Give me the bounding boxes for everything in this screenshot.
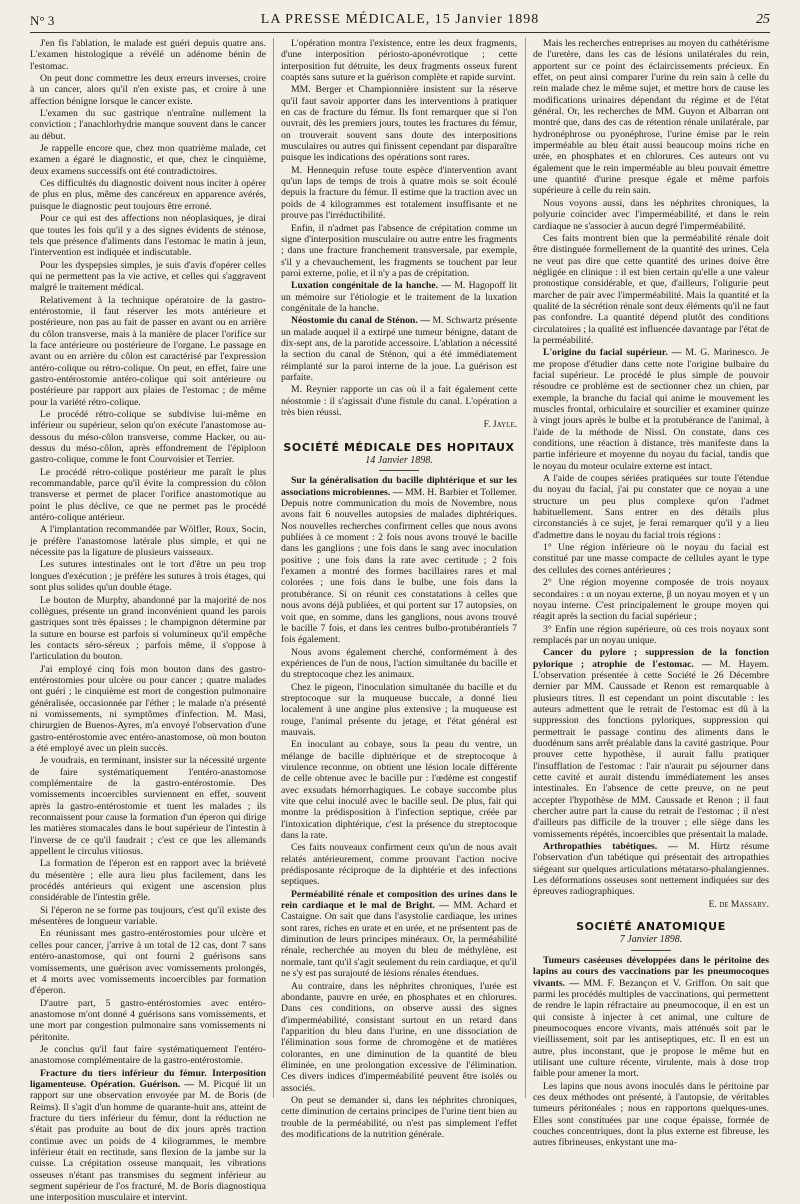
paragraph: Je rappelle encore que, chez mon quatrième malade, cet examen a égaré le diagnostic, et que, chez le cinquième, deux examens successifs ont été contradictoires. (30, 143, 266, 177)
section-heading (281, 442, 517, 472)
column-1-body (30, 38, 266, 1204)
section-date: 7 Janvier 1898. (619, 934, 683, 946)
column-3-body-a (533, 38, 769, 898)
column-1 (30, 38, 266, 1204)
paragraph: Mais les recherches entreprises au moyen du cathétérisme de l'uretère, dans les cas de lésions unilatérales du rein, apportent sur ce point des éclaircissements précieux. En effet, on peut ainsi comparer l'urine du rein sain à celle du rein malade chez le même sujet, et mettre hors de cause les modifications urinaires dépendant du régime et de l'état général. Or, les recherches de MM. Guyon et Albarran ont montré que, dans des cas de rétention rénale unilatérale, par hydronéphrose ou pyonéphrose, l'urine émise par le rein imperméable au bleu était aussi beaucoup moins riche en urée, en phosphates et en chlorures. Ces auteurs ont vu également que le rein imperméable au bleu pouvait émettre une quantité d'urine presque égale et même parfois supérieure à celle du rein sain. (533, 38, 769, 197)
signature: F. Jayle. (483, 420, 517, 431)
paragraph: On peut donc commettre les deux erreurs inverses, croire à un cancer, alors qu'il n'en existe pas, et croire à une affection bénigne lorsque le cancer existe. (30, 73, 266, 107)
paragraph: Nous avons également cherché, conformément à des expériences de l'un de nous, l'action simultanée du bacille et du streptocoque chez les animaux. (281, 646, 517, 681)
paragraph: L'origine du facial supérieur. — M. G. Marinesco. Je me propose d'étudier dans cette note l'origine bulbaire du facial supérieur. Le procédé le plus simple de pouvoir résoudre ce problème est de sectionner chez un chien, par exemple, la branche du facial qui anime le mouvement les muscles frontal, orbiculaire et sourcilier et examiner quinze à vingt jours après le bulbe et la protubérance de l'animal, à l'aide de la méthode de Nissl. On constate, dans ces conditions, une réaction à distance, très manifeste dans la partie inférieure et moyenne du noyau du facial, tandis que le noyau du moteur oculaire externe est intact. (533, 347, 769, 472)
paragraph: L'opération montra l'existence, entre les deux fragments, d'une interposition périosto-aponévrotique ; cette interposition fut détruite, les deux fragments osseux furent coaptés sans suture et la guérison complète et rapide survint. (281, 38, 517, 84)
paragraph: Luxation congénitale de la hanche. — M. Hagopoff lit un mémoire sur l'étiologie et le traitement de la luxation congénitale de la hanche. (281, 280, 517, 314)
paragraph: Je conclus qu'il faut faire systématiquement l'entéro-anastomose complémentaire de la gastro-entérostomie. (30, 1043, 266, 1067)
paragraph: Nous voyons aussi, dans les néphrites chroniques, la polyurie coïncider avec l'imperméabilité, et dans le rein cardiaque ne s'associer à aucun degré l'imperméabilité. (533, 197, 769, 232)
section-heading (533, 921, 769, 951)
paragraph: Au contraire, dans les néphrites chroniques, l'urée est abondante, pauvre en urée, en phosphates et en chlorures. Dans ces conditions, on observe aussi des signes d'imperméabilité, consistant surtout en un retard dans l'apparition du bleu dans l'urine, en une dissociation de l'élimination sous forme de chromogène et de matières colorantes, en une diminution de la quantité de bleu éliminée, en une prolongation excessive de l'élimination. Ces divers indices d'imperméabilité peuvent être isolés ou associés. (281, 980, 517, 1094)
issue-number: N° 3 (30, 13, 55, 28)
paragraph: Relativement à la technique opératoire de la gastro-entérostomie, il faut réserver les mots antérieure et postérieure, non pas au fait de passer en avant ou en arrière du côlon transverse, mais à la manière de placer l'orifice sur la face antérieure ou postérieure de l'organe. Le passage en avant ou en arrière du côlon est caractérisé par l'expression antéro-colique ou rétro-colique. On peut, en effet, faire une gastro-entérostomie antéro-colique qui soit antérieure ou postérieure par rapport aux plaies de l'estomac ; de même pour la variété rétro-colique. (30, 294, 266, 408)
paragraph: Ces faits nouveaux confirment ceux qu'un de nous avait relatés antérieurement, comme prouvant l'action nocive prédisposante réciproque de la diphtérie et des infections septiques. (281, 842, 517, 888)
paragraph: 3° Enfin une région supérieure, où ces trois noyaux sont remplacés par un noyau unique. (533, 623, 769, 646)
column-divider (525, 38, 526, 1098)
paragraph: Tumeurs caséeuses développées dans le péritoine des lapins au cours des vaccinations par les pneumocoques vivants. — MM. F. Bezançon et V. Griffon. On sait que parmi les procédés multiples de vaccinations, qui permettent de rendre le lapin réfractaire au pneumocoque, il en est un qui consiste à injecter à cet animal, une culture de pneumocoques encore vivants, mais atténués soit par le vieillissement, soit par les antiseptiques, etc. Il en est un autre, plus inconstant, que je propose le même but en utilisant une culture récente, virulente, mais à dose trop faible pour amener la mort. (533, 954, 770, 1080)
paragraph: Ces faits montrent bien que la perméabilité rénale doit être distinguée formellement de la quantité des urines. Cela ne veut pas dire que cette quantité des urines doive être négligée en clinique : il est bien certain qu'elle a une valeur pronostique considérable, et que, d'ailleurs, l'oligurie peut marcher de pair avec l'imperméabilité. Mais la quantité et la qualité de la sécrétion rénale sont deux éléments qu'il ne faut pas confondre. La quantité dépend plutôt des conditions circulatoires ; la qualité est influencée davantage par l'état de la perméabilité. (533, 232, 770, 346)
paragraph: En inoculant au cobaye, sous la peau du ventre, un mélange de bacille diphtérique et de streptocoque à virulence reconnue, on obtient une lésion locale différente de celle obtenue avec le bacille pur : l'œdème est congestif avec exsudats hémorrhagiques. Le cobaye succombe plus vite que celui inoculé avec le bacille seul. De plus, fait qui montre la prédisposition à l'infection septique, créée par l'intoxication diphtérique, c'est la présence du streptocoque dans la rate. (281, 739, 517, 842)
paragraph: A l'implantation recommandée par Wölfler, Roux, Socin, je préfère l'anastomose latérale plus simple, et qui ne nécessite pas la ligature de plusieurs vaisseaux. (30, 524, 266, 559)
paragraph: Pour ce qui est des affections non néoplasiques, je dirai que toutes les fois qu'il y a des signes évidents de sténose, tels que présence d'aliments dans l'estomac le matin à jeun, l'intervention est indiquée et indiscutable. (30, 213, 266, 259)
journal-title: LA PRESSE MÉDICALE, 15 Janvier 1898 (260, 12, 540, 27)
paragraph: L'examen du suc gastrique n'entraîne nullement la conviction ; l'anachlorhydrie manque souvent dans le cancer au début. (30, 108, 266, 142)
paragraph: 2° Une région moyenne composée de trois noyaux secondaires : α un noyau externe, β un noyau moyen et γ un noyau interne. C'est principalement le groupe moyen qui réagit après la section du facial supérieur ; (533, 577, 769, 623)
paragraph: Chez le pigeon, l'inoculation simultanée du bacille et du streptocoque sur la muqueuse buccale, a donné lieu localement à une angine plus extensive ; la muqueuse est rouge, l'animal présente du jetage, et l'état général est mauvais. (281, 681, 517, 738)
section-title: SOCIÉTÉ MÉDICALE DES HOPITAUX (283, 440, 515, 454)
section-title: SOCIÉTÉ ANATOMIQUE (576, 920, 726, 934)
column-3 (533, 38, 770, 1149)
paragraph: A l'aide de coupes sériées pratiquées sur toute l'étendue du noyau du facial, j'ai pu constater que ce noyau a une structure un peu plus complexe qu'on l'admet habituellement. Sans entrer en des détails plus circonstanciés à ce sujet, je ferai remarquer qu'il y a lieu d'admettre dans le noyau du facial trois régions : (533, 473, 769, 541)
paragraph: Cancer du pylore ; suppression de la fonction pylorique ; atrophie de l'estomac. — M. Hayem. L'observation présentée à cette Société le 26 Décembre dernier par MM. Caussade et Renon est remarquable à plusieurs titres. Il est cependant un point discutable : les auteurs admettent que le retrait de l'estomac est dû à la suppression des fonctions pyloriques, suppression qui permettrait le passage continu des aliments dans le duodénum sans arrêt préalable dans la cavité gastrique. Pour prouver cette hypothèse, il aurait fallu pratiquer l'insufflation de l'estomac : l'air n'aurait pu séjourner dans cette cavité et aurait distendu immédiatement les anses intestinales. En l'absence de cette preuve, on ne peut accepter l'hypothèse de MM. Caussade et Renon ; il faut chercher autre part la cause du retrait de l'estomac ; il n'est d'ailleurs pas difficile de la trouver ; elle siège dans les vomissements répétés, incoercibles que présentait la malade. (533, 647, 769, 840)
paragraph: J'ai employé cinq fois mon bouton dans des gastro-entérostomies pour ulcère ou pour cancer ; quatre malades ont guéri ; le cinquième est mort de congestion pulmonaire généralisée, occasionnée par l'éther ; le malade n'a présenté ni vomissements, ni symptômes d'infection. M. Masi, chirurgien de Buenos-Ayres, m'a envoyé l'observation d'une gastro-entérostomie avec entéro-anastomose, où mon bouton a été employé avec un plein succès. (30, 663, 266, 754)
paragraph: Les lapins que nous avons inoculés dans le péritoine par ces deux méthodes ont présenté, à l'autopsie, de véritables tumeurs péritonéales ; nous en rapportons quelques-unes. Elles sont constituées par une coque épaisse, formée de couches concentriques, dont la plus externe est fibreuse, les autres fibrineuses, enkystant une ma- (533, 1080, 769, 1149)
page-number: 25 (756, 12, 770, 27)
paragraph: Ces difficultés du diagnostic doivent nous inciter à opérer de plus en plus, même des cancéreux en apparence avérés, puisque le diagnostic peut toujours être erroné. (30, 178, 266, 212)
paragraph: Le procédé rétro-colique postérieur me paraît le plus recommandable, parce qu'il évite la compression du côlon transverse et permet de placer l'orifice anastomotique au point le plus déclive, ce que ne permet pas le procédé antéro-colique antérieur. (30, 466, 266, 524)
paragraph: Je voudrais, en terminant, insister sur la nécessité urgente de faire systématiquement l'entéro-anastomose complémentaire de la gastro-entérostomie. Des vomissements incoercibles surviennent en effet, souvent après la gastro-entérostomie et tuent les malades ; ils reconnaissent pour cause la formation d'un éperon qui dirige les matières stomacales dans le bout supérieur de l'intestin à l'inverse de ce qu'il faudrait ; c'est ce que les allemands appellent le circulus vitiosus. (30, 755, 266, 858)
paragraph: Fracture du tiers inférieur du fémur. Interposition ligamenteuse. Opération. Guérison. — M. Picqué lit un rapport sur une observation envoyée par M. de Boris (de Reims). Il s'agit d'un homme de quarante-huit ans, atteint de fracture du tiers inférieur du fémur, dont la réduction ne s'était pas produite au bout de dix jours après traction continue avec un poids de 4 kilogrammes, le membre inférieur était en rectitude, sans flexion de la jambe sur la cuisse. La crépitation osseuse manquait, les vibrations osseuses n'étant pas transmises du segment inférieur au segment supérieur de l'os fracturé, M. de Boris diagnostiqua une interposition musculaire et intervint. (30, 1067, 266, 1204)
paragraph: Sur la généralisation du bacille diphtérique et sur les associations microbiennes. — MM. H. Barbier et Tollemer. Depuis notre communication du mois de Novembre, nous avons fait 6 nouvelles autopsies de malades diphtériques. Nos nouvelles recherches confirment celles que nous avons publiées à ce moment : 2 fois nous avons trouvé le bacille dans les ganglions ; une fois dans le sang avec inoculation positive ; une fois dans la rate avec certitude ; 2 fois l'examen a montré des formes bacillaires rares et mal colorées ; une fois dans le bulbe, une fois dans la protubérance. Si on réunit ces constatations à celles que nous avons déjà publiées, et qui portent sur 17 autopsies, on voit que, en somme, dans les ganglions, nous avons trouvé le bacille 7 fois, et dans les centres bulbo-protubérantiels 7 fois également. (281, 475, 517, 646)
paragraph: Perméabilité rénale et composition des urines dans le rein cardiaque et le mal de Bright. — MM. Achard et Castaigne. On sait que dans l'asystolie cardiaque, les urines sont rares, riches en urate et en urée, et ne présentent pas de diminution de leurs principes minéraux. Or, la perméabilité rénale, recherchée au moyen du bleu de méthylène, est normale, tant qu'il s'agit seulement du rein cardiaque, et qu'il ne s'y est pas surajouté de lésions rénales étendues. (281, 888, 517, 980)
signature: E. de Massary. (708, 899, 769, 910)
paragraph: J'en fis l'ablation, le malade est guéri depuis quatre ans. L'examen histologique a révélé un adénome bénin de l'estomac. (30, 38, 266, 72)
section-rule (631, 950, 671, 951)
paragraph: M. Hennequin refuse toute espèce d'intervention avant qu'un laps de temps de trois à quatre mois se soit écoulé depuis la fracture du fémur. Il estime que la traction avec un poids de 4 kilogrammes est totalement insuffisante et ne prouve pas l'irréductibilité. (281, 164, 517, 222)
column-2 (281, 38, 517, 1140)
section-date: 14 Janvier 1898. (365, 455, 433, 467)
paragraph: MM. Berger et Championnière insistent sur la réserve qu'il faut savoir apporter dans les interventions à pratiquer en cas de fracture du fémur. Ils font remarquer que si l'on ouvrait, dès les premiers jours, toutes les fractures du fémur, on trouverait souvent sans doute des interpositions musculaires ou autres qui finissent cependant par disparaître puisque les indications des opérations sont rares. (281, 84, 517, 164)
paragraph: Néostomie du canal de Sténon. — M. Schwartz présente un malade auquel il a extirpé une tumeur bénigne, datant de dix-sept ans, de la parotide accessoire. L'ablation a nécessité la section du canal de Sténon, qui a été immédiatement réimplanté sur la paroi interne de la joue. La guérison est parfaite. (281, 315, 517, 383)
paragraph: On peut se demander si, dans les néphrites chroniques, cette diminution de certains principes de l'urine tient bien au trouble de la perméabilité, ou n'est pas simplement l'effet des modifications de la nutrition générale. (281, 1094, 517, 1140)
paragraph: Le bouton de Murphy, abandonné par la majorité de nos collègues, présente un grand inconvénient quand les parois gastriques sont très épaisses ; le champignon détermine par la suture en bourse est parfois si volumineux qu'il empêche les contacts séro-séreux ; parfois même, il s'oppose à l'articulation du bouton. (30, 594, 266, 663)
paragraph: 1° Une région inférieure où le noyau du facial est constitué par une masse compacte de cellules ayant le type des cellules des cornes antérieures ; (533, 542, 769, 576)
paragraph: D'autre part, 5 gastro-entérostomies avec entéro-anastomose m'ont donné 4 guérisons sans vomissements, et une mort par congestion pulmonaire sans vomissements ni péritonite. (30, 997, 266, 1043)
paragraph: En réunissant mes gastro-entérostomies pour ulcère et celles pour cancer, j'arrive à un total de 12 cas, dont 7 sans entéro-anastomose, qui ont fourni 2 guérisons sans vomissements, une guérison avec vomissements prolongés, et 4 morts avec vomissements incoercibles par formation d'éperon. (30, 928, 266, 997)
paragraph: Si l'éperon ne se forme pas toujours, c'est qu'il existe des mésentères de longueur variable. (30, 904, 266, 928)
column-divider (273, 38, 274, 1098)
column-2-body-a (281, 38, 517, 418)
column-2-body-b (281, 475, 517, 1140)
section-rule (379, 470, 419, 471)
paragraph: Pour les dyspepsies simples, je suis d'avis d'opérer celles qui ne permettent pas la vie active, et celles qui s'aggravent malgré le traitement médical. (30, 259, 266, 294)
paragraph: M. Reynier rapporte un cas où il a fait également cette néostomie : il s'agissait d'une fistule du canal. L'opération a très bien réussi. (281, 384, 517, 418)
paragraph: Enfin, il n'admet pas l'absence de crépitation comme un signe d'interposition musculaire ou autre entre les fragments ; dans une fracture franchement transversale, par exemple, s'il y a chevauchement, les fragments se touchent par leur paroi externe, polie, et il n'y a pas de crépitation. (281, 222, 517, 279)
paragraph: Les sutures intestinales ont le tort d'être un peu trop longues d'exécution ; je préfère les sutures à trois étages, qui sont plus solides qu'un double étage. (30, 559, 266, 594)
column-3-body-b (533, 955, 769, 1149)
paragraph: La formation de l'éperon est en rapport avec la brièveté du mésentère ; elle aura lieu plus facilement, dans les procédés antérieurs qui exigent une ascension plus considérable de l'intestin grêle. (30, 858, 266, 904)
paragraph: Arthropathies tabétiques. — M. Hirtz résume l'observation d'un tabétique qui présentait des artropathies siégeant sur quelques articulations métatarso-phalangiennes. Les déformations osseuses sont nettement indiquées sur des épreuves radiographiques. (533, 841, 769, 898)
paragraph: Le procédé rétro-colique se subdivise lui-même en inférieur ou supérieur, selon qu'on exécute l'anastomose au-dessous du méso-côlon transverse, comme Hacker, ou au-dessus du méso-côlon, après effondrement de l'épiploon gastro-colique, comme le font Courvoisier et Terrier. (30, 409, 266, 466)
page-header (30, 8, 770, 33)
